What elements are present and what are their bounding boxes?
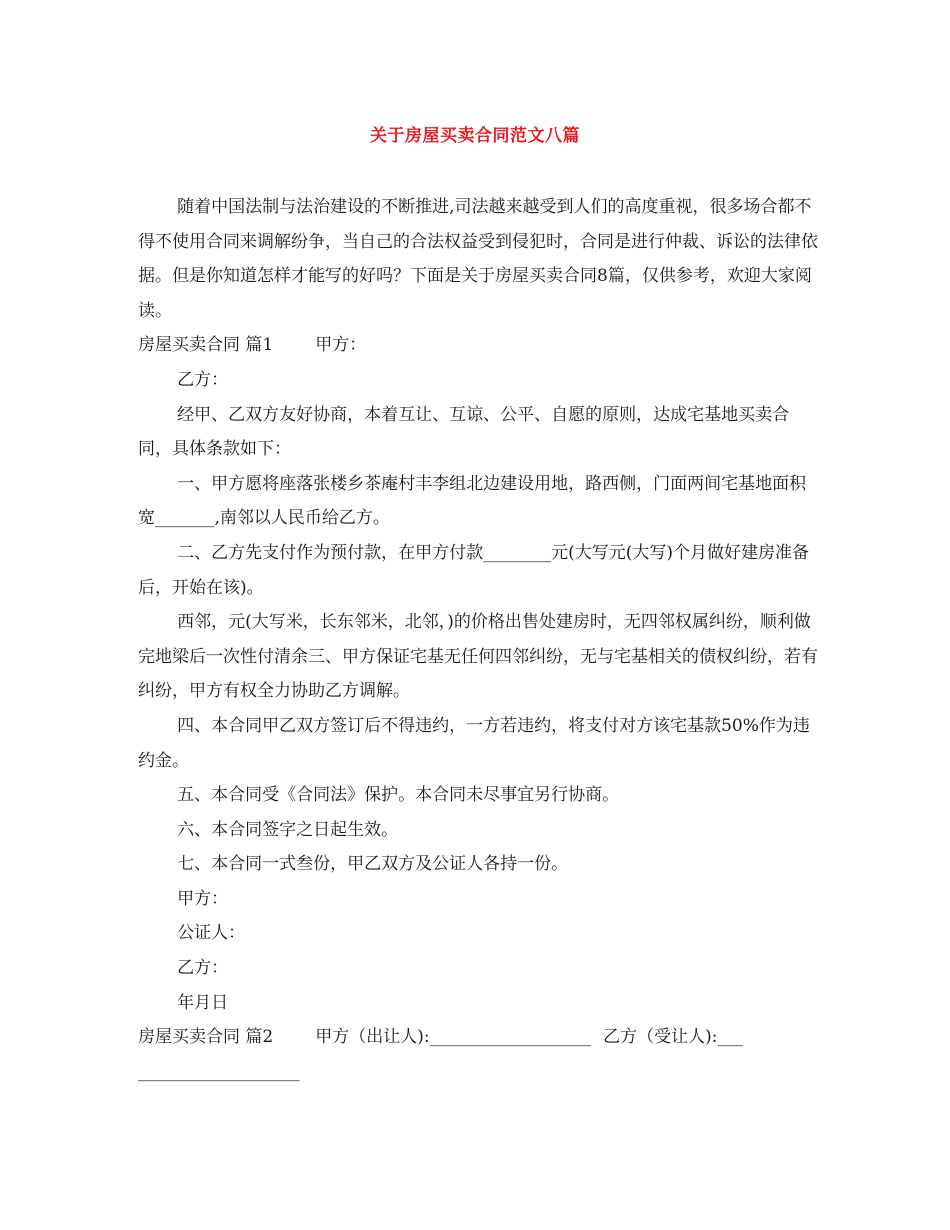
section1-paragraph: 二、乙方先支付作为预付款，在甲方付款________元(大写元(大写)个月做好建房准备后，开始在该)。 — [138, 542, 809, 598]
section1-heading-row — [138, 328, 818, 363]
section1-paragraph: 一、甲方愿将座落张楼乡茶庵村丰李组北边建设用地，路西侧，门面两间宅基地面积宽_______,南邻以人民币给乙方。 — [138, 473, 807, 529]
section2-party-b: 乙方（受让人):___ — [603, 1027, 743, 1048]
section2-party-a: 甲方（出让人):___________________ — [315, 1027, 592, 1048]
section2-continuation: ___________________ — [138, 1061, 300, 1082]
section1-paragraph: 四、本合同甲乙双方签订后不得违约，一方若违约，将支付对方该宅基款50%作为违约金。 — [138, 715, 810, 771]
intro-paragraph: 随着中国法制与法治建设的不断推进,司法越来越受到人们的高度重视，很多场合都不得不使用合同来调解纷争，当自己的合法权益受到侵犯时，合同是进行仲裁、诉讼的法律依据。但是你知道怎样才能写的好吗？下面是关于房屋买卖合同8篇，仅供参考，欢迎大家阅读。 — [138, 197, 818, 321]
section1-paragraph: 经甲、乙双方友好协商，本着互让、互谅、公平、自愿的原则，达成宅基地买卖合同，具体条款如下： — [138, 404, 790, 460]
section2-heading: 房屋买卖合同 篇2 — [138, 1027, 274, 1048]
signature-party-a: 甲方： — [177, 888, 229, 909]
section1-party-a: 甲方： — [315, 335, 367, 356]
section1-paragraph: 七、本合同一式叁份，甲乙双方及公证人各持一份。 — [177, 854, 569, 875]
document-title: 关于房屋买卖合同范文八篇 — [370, 126, 580, 146]
section1-paragraph: 六、本合同签字之日起生效。 — [177, 819, 399, 840]
section2-heading-row — [138, 1020, 818, 1055]
section1-paragraph: 五、本合同受《合同法》保护。本合同未尽事宜另行协商。 — [177, 785, 620, 806]
document-body — [138, 190, 818, 1089]
section1-paragraph: 西邻，元(大写米，长东邻米，北邻，)的价格出售处建房时，无四邻权属纠纷，顺利做完地梁后一次性付清余三、甲方保证宅基无任何四邻纠纷，无与宅基相关的债权纠纷，若有纠纷，甲方有权全力协助乙方调解。 — [138, 612, 818, 702]
signature-party-b: 乙方： — [177, 958, 229, 979]
section1-heading: 房屋买卖合同 篇1 — [138, 335, 274, 356]
signature-date: 年月日 — [177, 992, 229, 1013]
section1-party-b: 乙方： — [177, 369, 229, 390]
signature-notary: 公证人： — [177, 923, 246, 944]
